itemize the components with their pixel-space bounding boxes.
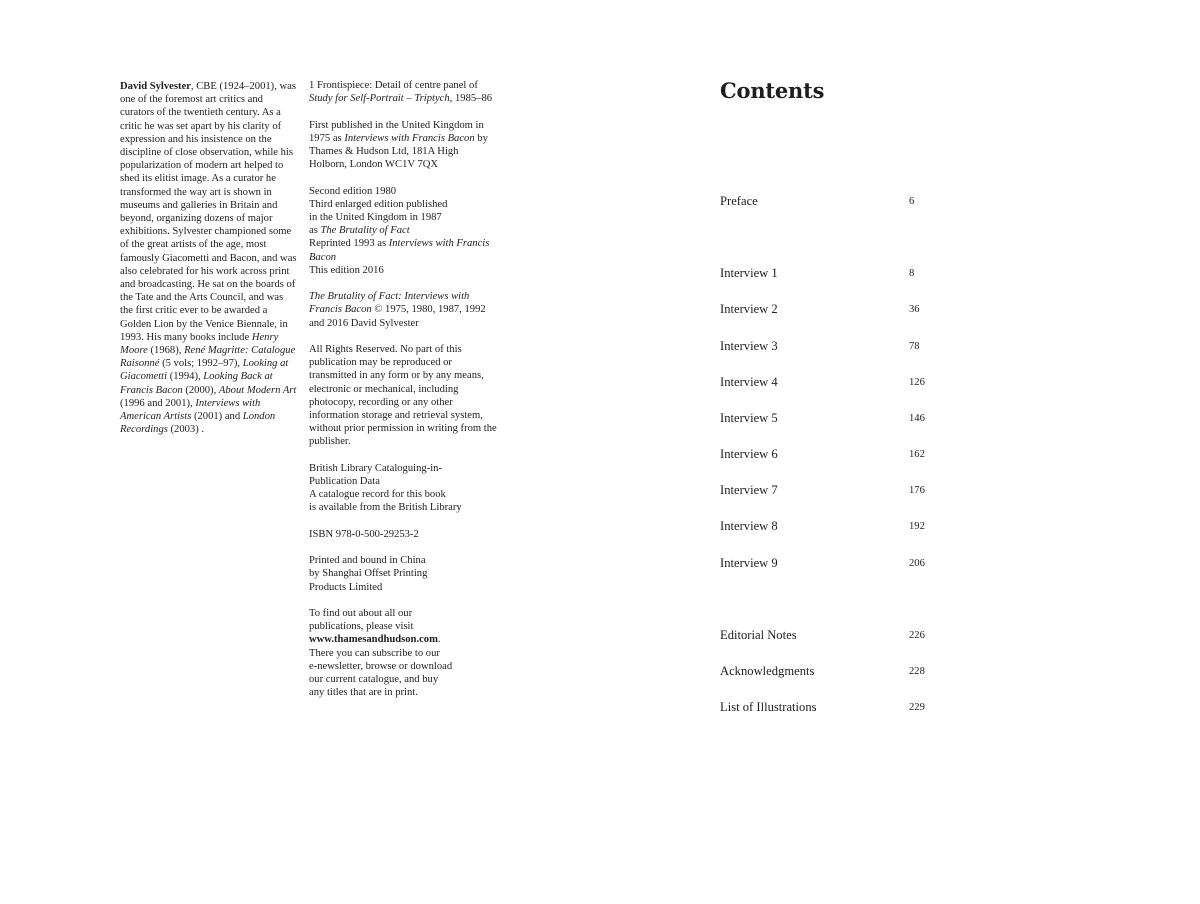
edition-line: This edition 2016 xyxy=(309,264,384,276)
copyright-imprint xyxy=(309,79,499,713)
toc-entry-editorial-notes[interactable] xyxy=(720,626,940,644)
cip-line: Publication Data xyxy=(309,476,380,488)
toc-entry-interview-2[interactable] xyxy=(720,300,940,318)
first-published xyxy=(309,119,499,172)
isbn: ISBN 978-0-500-29253-2 xyxy=(309,528,419,540)
biography-text xyxy=(120,80,298,436)
edition-line: Reprinted 1993 as xyxy=(309,238,389,250)
website-line: our current catalogue, and buy xyxy=(309,674,439,686)
edition-line: in the United Kingdom in 1987 xyxy=(309,212,442,223)
book-title: Interviews with American Artists xyxy=(120,397,261,423)
toc-entry-acknowledgments[interactable] xyxy=(720,662,940,680)
toc-label: Interview 6 xyxy=(720,447,778,461)
toc-entry-interview-4[interactable] xyxy=(720,373,940,391)
author-biography xyxy=(120,80,298,436)
bio-text: (2003) . xyxy=(167,424,205,436)
toc-label: Interview 3 xyxy=(720,339,778,353)
toc-page-number: 228 xyxy=(909,666,925,677)
toc-label: Editorial Notes xyxy=(720,628,797,642)
toc-label: Acknowledgments xyxy=(720,664,815,678)
book-title: Looking Back at Francis Bacon xyxy=(120,371,273,396)
toc-entry-interview-3[interactable] xyxy=(720,337,940,355)
toc-entry-interview-8[interactable] xyxy=(720,517,940,535)
toc-entry-interview-1[interactable] xyxy=(720,264,940,282)
toc-page-number: 176 xyxy=(909,485,925,496)
printer-info xyxy=(309,554,499,594)
caption-text: 1 Frontispiece: Detail of centre panel of xyxy=(309,80,478,91)
bio-text: , CBE (1924–2001), was one of the foremost art critics and curators of the twentieth century. As a critic he was set apart by his clarity of expression and his insistence on the discipline of close observation, while his popularization of modern art helped to shed its elitist image. As a curator he transformed the way art is shown in museums and galleries in Britain and beyond, organizing dozens of major exhibitions. Sylvester championed some of the great artists of the age, most famously Giacometti and Bacon, and was also celebrated for his work across print and broadcasting. He sat on the boards of the Tate and the Arts Council, and was the first critic ever to be awarded a Golden Lion by the Venice Biennale, in 1993. His many books include xyxy=(120,81,297,343)
toc-page-number: 162 xyxy=(909,449,925,460)
toc-label: Interview 5 xyxy=(720,411,778,425)
edition-line: as xyxy=(309,225,321,237)
artwork-title: Study for Self-Portrait – Triptych xyxy=(309,93,450,105)
book-title: The Brutality of Fact xyxy=(320,225,410,237)
edition-line: Second edition 1980 xyxy=(309,185,397,197)
bio-text: (1996 and 2001), xyxy=(120,397,196,409)
printer-line: by Shanghai Offset Printing xyxy=(309,568,428,580)
toc-label: Interview 1 xyxy=(720,266,778,280)
bio-text: (1994), xyxy=(167,371,204,383)
book-title: About Modern Art xyxy=(218,384,297,396)
toc-page-number: 36 xyxy=(909,304,920,315)
website-url[interactable]: www.thamesandhudson.com xyxy=(309,634,438,646)
toc-entry-interview-9[interactable] xyxy=(720,554,940,572)
cip-line: is available from the British Library xyxy=(309,502,462,514)
website-line: e-newsletter, browse or download xyxy=(309,660,453,672)
contents-title: Contents xyxy=(720,78,825,103)
website-info xyxy=(309,607,499,699)
book-title: Interviews with Francis Bacon xyxy=(309,238,490,263)
toc-page-number: 78 xyxy=(909,341,920,352)
book-title: Henry Moore xyxy=(120,331,279,357)
rights-reserved: All Rights Reserved. No part of this publication may be reproduced or transmitted in any form or by any means, electronic or mechanical, including photocopy, recording or any other information storage and retrieval system, without prior permission in writing from the publisher. xyxy=(309,344,497,448)
book-title: Looking at Giacometti xyxy=(120,358,289,383)
bio-text: (5 vols; 1992–97), xyxy=(159,358,243,370)
printer-line: Products Limited xyxy=(309,581,383,593)
frontispiece-caption xyxy=(309,79,499,105)
toc-entry-interview-6[interactable] xyxy=(720,445,940,463)
website-line: There you can subscribe to our xyxy=(309,647,440,659)
toc-page-number: 192 xyxy=(909,521,925,532)
website-line: . xyxy=(437,634,441,646)
book-title: René Magritte: Catalogue Raisonné xyxy=(120,345,296,370)
printer-line: Printed and bound in China xyxy=(309,555,426,567)
website-line: any titles that are in print. xyxy=(309,687,418,699)
book-title: Interviews with Francis Bacon xyxy=(344,132,475,144)
website-line: publications, please visit xyxy=(309,621,414,633)
toc-page-number: 6 xyxy=(909,196,915,207)
toc-label: Interview 2 xyxy=(720,302,778,316)
cip-data xyxy=(309,462,499,515)
toc-entry-list-of-illustrations[interactable] xyxy=(720,698,940,716)
toc-entry-interview-5[interactable] xyxy=(720,409,940,427)
toc-entry-interview-7[interactable] xyxy=(720,481,940,499)
toc-page-number: 206 xyxy=(909,558,925,569)
author-name: David Sylvester xyxy=(120,81,191,92)
toc-page-number: 229 xyxy=(909,702,925,713)
cip-line: British Library Cataloguing-in- xyxy=(309,462,442,474)
toc-page-number: 146 xyxy=(909,413,925,424)
publication-text: by Thames & Hudson Ltd, 181A High Holborn, London WC1V 7QX xyxy=(309,132,488,171)
website-line: To find out about all our xyxy=(309,608,413,619)
toc-label: Interview 7 xyxy=(720,483,778,497)
edition-history xyxy=(309,185,499,277)
toc-label: Interview 4 xyxy=(720,375,778,389)
book-title: The Brutality of Fact: Interviews with Francis Bacon xyxy=(309,291,470,316)
toc-page-number: 126 xyxy=(909,377,925,388)
bio-text: (2001) and xyxy=(191,411,243,423)
bio-text: (2000), xyxy=(182,384,219,396)
toc-page-number: 226 xyxy=(909,630,925,641)
caption-text: , 1985–86 xyxy=(449,93,493,105)
toc-label: Preface xyxy=(720,194,758,208)
publication-text: First published in the United Kingdom in 1975 as xyxy=(309,119,484,144)
copyright-text: © 1975, 1980, 1987, 1992 and 2016 David Sylvester xyxy=(309,304,486,329)
toc-label: List of Illustrations xyxy=(720,700,817,714)
toc-entry-preface[interactable] xyxy=(720,192,940,210)
edition-line: Third enlarged edition published xyxy=(309,198,448,210)
toc-label: Interview 8 xyxy=(720,519,778,533)
bio-text: (1968), xyxy=(147,345,185,357)
cip-line: A catalogue record for this book xyxy=(309,489,446,501)
toc-page-number: 8 xyxy=(909,268,915,279)
toc-label: Interview 9 xyxy=(720,556,778,570)
copyright-notice xyxy=(309,290,499,330)
book-title: London Recordings xyxy=(120,411,276,436)
